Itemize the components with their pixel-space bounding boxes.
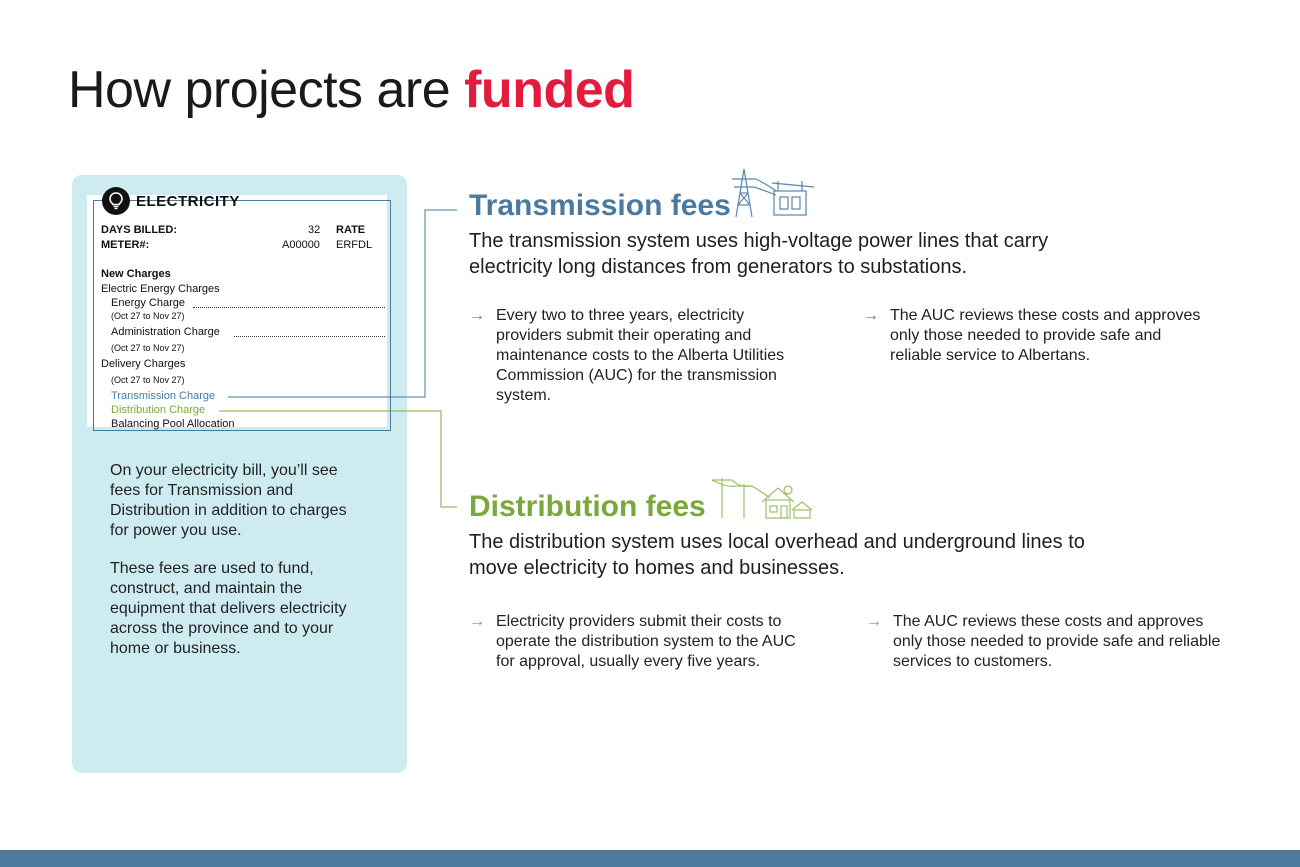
power-poles-house-icon — [708, 470, 818, 520]
energy-charge: Energy Charge — [111, 297, 185, 309]
distribution-lead: The distribution system uses local overhead and underground lines to move electricity to homes and businesses. — [469, 531, 1085, 579]
electric-energy-charges: Electric Energy Charges — [101, 283, 220, 295]
panel-paragraph-2: These fees are used to fund, construct, and maintain the equipment that delivers electricity across the province and to your home or business. — [110, 560, 347, 657]
transmission-tower-substation-icon — [728, 165, 816, 220]
distribution-bullet-1-text: Electricity providers submit their costs to operate the distribution system to the AUC for approval, usually every five years. — [496, 613, 796, 670]
transmission-title: Transmission fees — [469, 189, 731, 222]
meter-value: A00000 — [282, 239, 320, 251]
transmission-charge-line: Transmission Charge — [111, 390, 216, 402]
distribution-title: Distribution fees — [469, 490, 706, 523]
transmission-lead: The transmission system uses high-voltage power lines that carry electricity long distances from generators to substations. — [469, 230, 1049, 278]
panel-paragraph-1: On your electricity bill, you’ll see fees for Transmission and Distribution in addition to charges for power you use. — [110, 462, 347, 539]
arrow-right-icon: → — [469, 613, 485, 630]
arrow-right-icon: → — [866, 613, 882, 630]
distribution-bullet-2-text: The AUC reviews these costs and approves only those needed to provide safe and reliable services to customers. — [893, 613, 1221, 670]
transmission-bullet-2 — [863, 306, 1213, 366]
days-billed-label: DAYS BILLED: — [101, 224, 177, 236]
delivery-charges: Delivery Charges — [101, 358, 186, 370]
distribution-bullet-2 — [866, 612, 1226, 672]
transmission-bullet-1-text: Every two to three years, electricity providers submit their operating and maintenance costs to the Alberta Utilities Commission (AUC) for the transmission system. — [496, 307, 785, 404]
administration-period: (Oct 27 to Nov 27) — [111, 343, 185, 353]
title-prefix: How projects are — [68, 61, 465, 119]
delivery-period: (Oct 27 to Nov 27) — [111, 375, 185, 385]
meter-label: METER#: — [101, 239, 150, 251]
administration-charge: Administration Charge — [111, 326, 220, 338]
transmission-bullet-2-text: The AUC reviews these costs and approves only those needed to provide safe and reliable service to Albertans. — [890, 307, 1201, 364]
arrow-right-icon: → — [863, 307, 879, 324]
distribution-bullet-1 — [469, 612, 809, 672]
new-charges-heading: New Charges — [101, 268, 171, 280]
energy-period: (Oct 27 to Nov 27) — [111, 311, 185, 321]
rate-label: RATE — [336, 224, 366, 236]
days-billed-value: 32 — [308, 224, 321, 236]
arrow-right-icon: → — [469, 307, 485, 324]
rate-value: ERFDL — [336, 239, 373, 251]
balancing-pool-line: Balancing Pool Allocation — [111, 418, 235, 430]
distribution-charge-line: Distribution Charge — [111, 404, 206, 416]
title-accent: funded — [464, 61, 635, 119]
transmission-bullet-1 — [469, 306, 799, 406]
bill-header-label: ELECTRICITY — [136, 192, 240, 210]
footer-bar — [0, 850, 1300, 867]
